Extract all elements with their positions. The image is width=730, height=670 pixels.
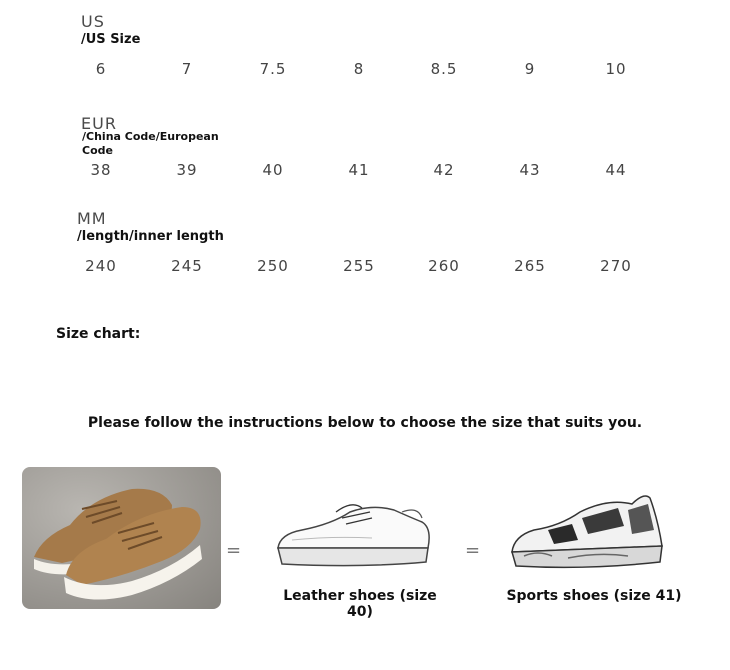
equals-sign: = — [226, 540, 242, 561]
size-cell: 8.5 — [430, 60, 458, 78]
sports-shoe-icon — [508, 490, 668, 575]
size-cell: 255 — [343, 257, 375, 275]
equals-sign: = — [465, 540, 481, 561]
size-instruction: Please follow the instructions below to choose the size that suits you. — [87, 415, 643, 431]
size-cell: 40 — [262, 161, 284, 179]
sports-shoe-sketch — [508, 490, 668, 575]
mm-subtitle: /length/inner length — [77, 229, 224, 244]
mm-unit-label: MM — [77, 209, 107, 228]
size-cell: 260 — [428, 257, 460, 275]
size-chart-label: Size chart: — [56, 326, 141, 342]
leather-shoe-sketch — [272, 500, 438, 575]
size-cell: 240 — [85, 257, 117, 275]
size-cell: 42 — [433, 161, 455, 179]
us-size-row — [58, 60, 658, 80]
size-cell: 245 — [171, 257, 203, 275]
product-photo — [22, 467, 221, 609]
size-cell: 39 — [176, 161, 198, 179]
mm-size-row — [58, 257, 658, 277]
size-cell: 44 — [605, 161, 627, 179]
eur-unit-label: EUR — [81, 114, 117, 133]
size-cell: 8 — [353, 60, 365, 78]
size-cell: 9 — [524, 60, 536, 78]
size-cell: 265 — [514, 257, 546, 275]
us-unit-label: US — [81, 12, 105, 31]
size-cell: 41 — [348, 161, 370, 179]
size-cell: 250 — [257, 257, 289, 275]
size-cell: 6 — [95, 60, 107, 78]
leather-shoe-icon — [272, 500, 438, 575]
eur-size-row — [58, 161, 658, 181]
sports-shoe-caption: Sports shoes (size 41) — [506, 588, 682, 604]
eur-subtitle: /China Code/European Code — [82, 130, 219, 157]
suede-shoes-image — [22, 467, 221, 609]
size-cell: 7 — [181, 60, 193, 78]
size-cell: 270 — [600, 257, 632, 275]
size-cell: 38 — [90, 161, 112, 179]
us-subtitle: /US Size — [81, 32, 141, 47]
size-cell: 43 — [519, 161, 541, 179]
size-cell: 7.5 — [259, 60, 287, 78]
leather-shoe-caption: Leather shoes (size 40) — [283, 588, 437, 620]
size-cell: 10 — [605, 60, 627, 78]
